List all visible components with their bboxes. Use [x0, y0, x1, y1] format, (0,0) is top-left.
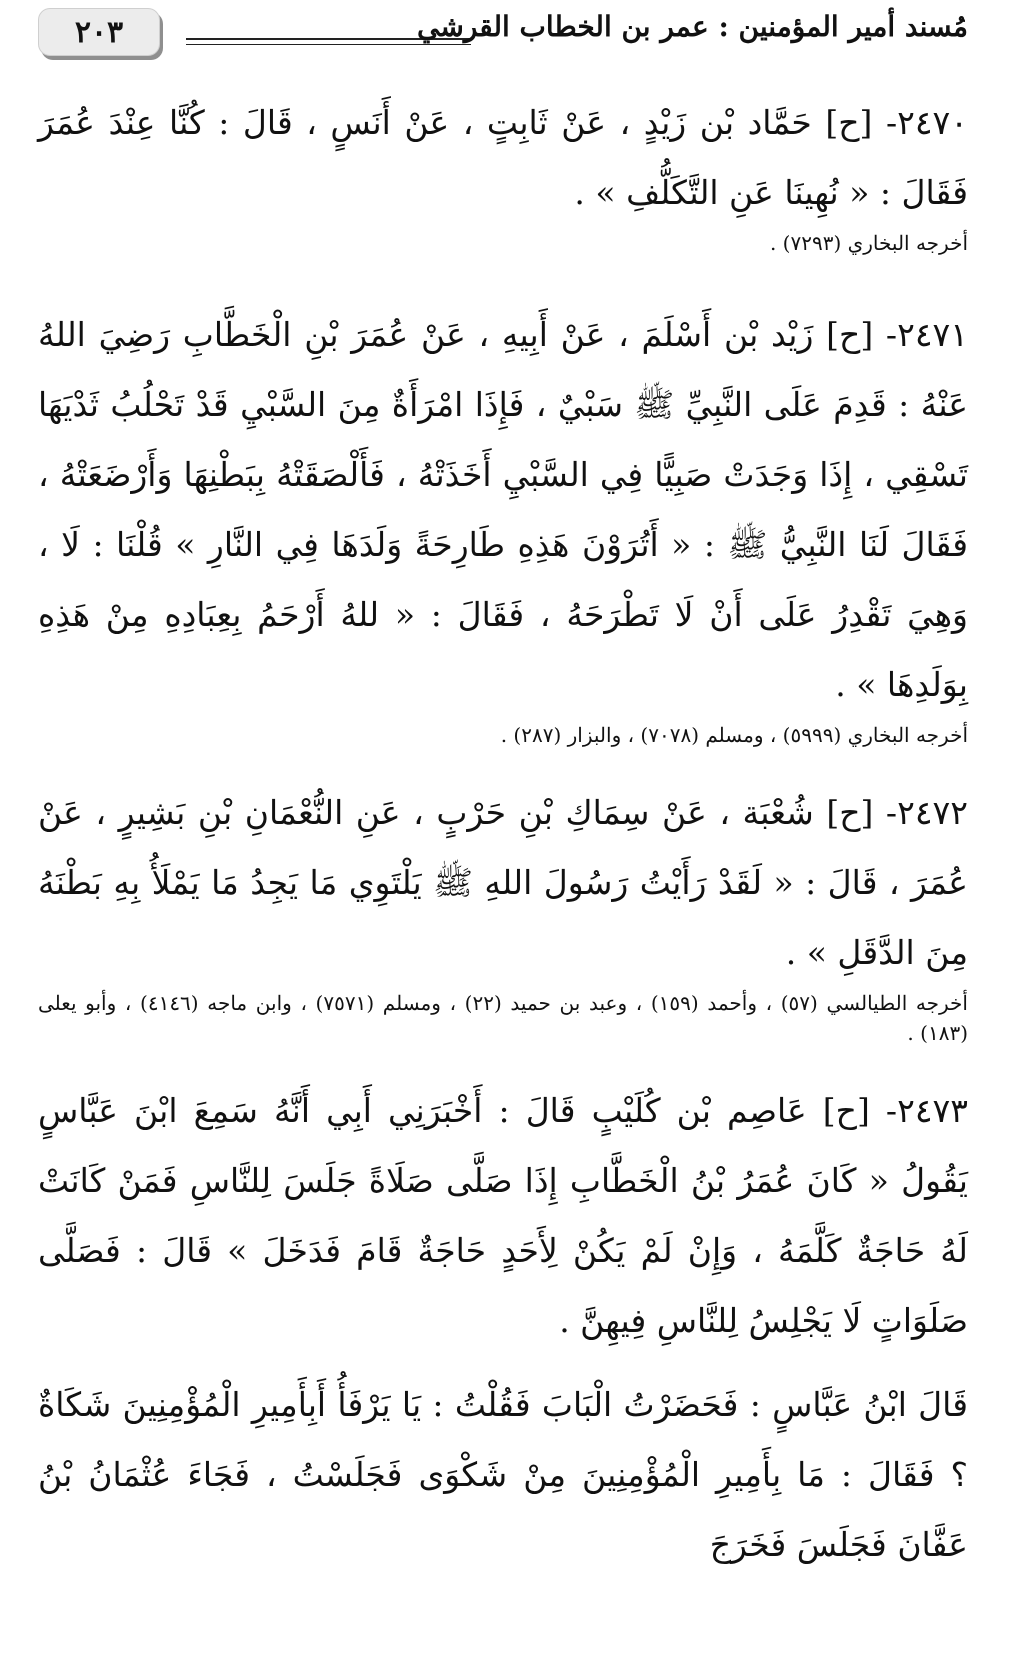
page-number-badge	[38, 8, 160, 56]
hadith-entry	[38, 1076, 968, 1356]
takhrij-note: أخرجه الطيالسي (٥٧) ، وأحمد (١٥٩) ، وعبد بن حميد (٢٢) ، ومسلم (٧٥٧١) ، وابن ماجه (٤١٤٦) ، وأبو يعلى (١٨٣) .	[38, 991, 968, 1045]
page-content	[38, 88, 968, 1580]
hadith-text: - [ح] شُعْبَة ، عَنْ سِمَاكِ بْنِ حَرْبٍ ، عَنِ النُّعْمَانِ بْنِ بَشِيرٍ ، عَنْ عُمَرَ ، قَالَ : « لَقَدْ رَأَيْتُ رَسُولَ اللهِ ﷺ يَلْتَوِي مَا يَجِدُ مَا يَمْلَأُ بِهِ بَطْنَهُ مِنَ الدَّقَلِ » .	[38, 793, 968, 972]
hadith-number: ٢٤٧٢	[897, 793, 968, 832]
hadith-number: ٢٤٧٣	[897, 1091, 968, 1130]
hadith-continuation: قَالَ ابْنُ عَبَّاسٍ : فَحَضَرْتُ الْبَابَ فَقُلْتُ : يَا يَرْفَأُ أَبِأَمِيرِ الْمُؤْمِنِينَ شَكَاةٌ ؟ فَقَالَ : مَا بِأَمِيرِ الْمُؤْمِنِينَ مِنْ شَكْوَى فَجَلَسْتُ ، فَجَاءَ عُثْمَانُ بْنُ عَفَّانَ فَجَلَسَ فَخَرَجَ	[38, 1385, 968, 1564]
hadith-entry	[38, 88, 968, 228]
takhrij-note: أخرجه البخاري (٧٢٩٣) .	[769, 231, 968, 255]
page-number: ٢٠٣	[74, 14, 124, 50]
hadith-number: ٢٤٧٠	[897, 103, 968, 142]
hadith-number: ٢٤٧١	[897, 315, 968, 354]
takhrij-note: أخرجه البخاري (٥٩٩٩) ، ومسلم (٧٠٧٨) ، والبزار (٢٨٧) .	[500, 723, 968, 747]
hadith-entry	[38, 778, 968, 988]
paragraph-gap	[38, 1356, 968, 1370]
running-title: مُسند أمير المؤمنين : عمر بن الخطاب القرشي	[417, 10, 968, 43]
entry-gap	[38, 1048, 968, 1076]
page-header	[38, 8, 968, 60]
entry-gap	[38, 750, 968, 778]
hadith-text: - [ح] حَمَّاد بْن زَيْدٍ ، عَنْ ثَابِتٍ ، عَنْ أَنَسٍ ، قَالَ : كُنَّا عِنْدَ عُمَرَ فَقَالَ : « نُهِينَا عَنِ التَّكَلُّفِ » .	[38, 103, 968, 212]
hadith-entry	[38, 300, 968, 720]
entry-gap	[38, 258, 968, 300]
hadith-text: - [ح] زَيْد بْن أَسْلَمَ ، عَنْ أَبِيهِ ، عَنْ عُمَرَ بْنِ الْخَطَّابِ رَضِيَ اللهُ عَنْهُ : قَدِمَ عَلَى النَّبِيِّ ﷺ سَبْيٌ ، فَإِذَا امْرَأَةٌ مِنَ السَّبْيِ قَدْ تَحْلُبُ ثَدْيَهَا تَسْقِي ، إِذَا وَجَدَتْ صَبِيًّا فِي السَّبْيِ أَخَذَتْهُ ، فَأَلْصَقَتْهُ بِبَطْنِهَا وَأَرْضَعَتْهُ ، فَقَالَ لَنَا النَّبِيُّ ﷺ : « أَتُرَوْنَ هَذِهِ طَارِحَةً وَلَدَهَا فِي النَّارِ » قُلْنَا : لَا ، وَهِيَ تَقْدِرُ عَلَى أَنْ لَا تَطْرَحَهُ ، فَقَالَ : « للهُ أَرْحَمُ بِعِبَادِهِ مِنْ هَذِهِ بِوَلَدِهَا » .	[38, 315, 968, 704]
hadith-text: - [ح] عَاصِم بْن كُلَيْبٍ قَالَ : أَخْبَرَنِي أَبِي أَنَّهُ سَمِعَ ابْنَ عَبَّاسٍ يَقُولُ « كَانَ عُمَرُ بْنُ الْخَطَّابِ إِذَا صَلَّى صَلَاةً جَلَسَ لِلنَّاسِ فَمَنْ كَانَتْ لَهُ حَاجَةٌ كَلَّمَهُ ، وَإِنْ لَمْ يَكُنْ لِأَحَدٍ حَاجَةٌ قَامَ فَدَخَلَ » قَالَ : فَصَلَّى صَلَوَاتٍ لَا يَجْلِسُ لِلنَّاسِ فِيهِنَّ .	[38, 1091, 968, 1340]
